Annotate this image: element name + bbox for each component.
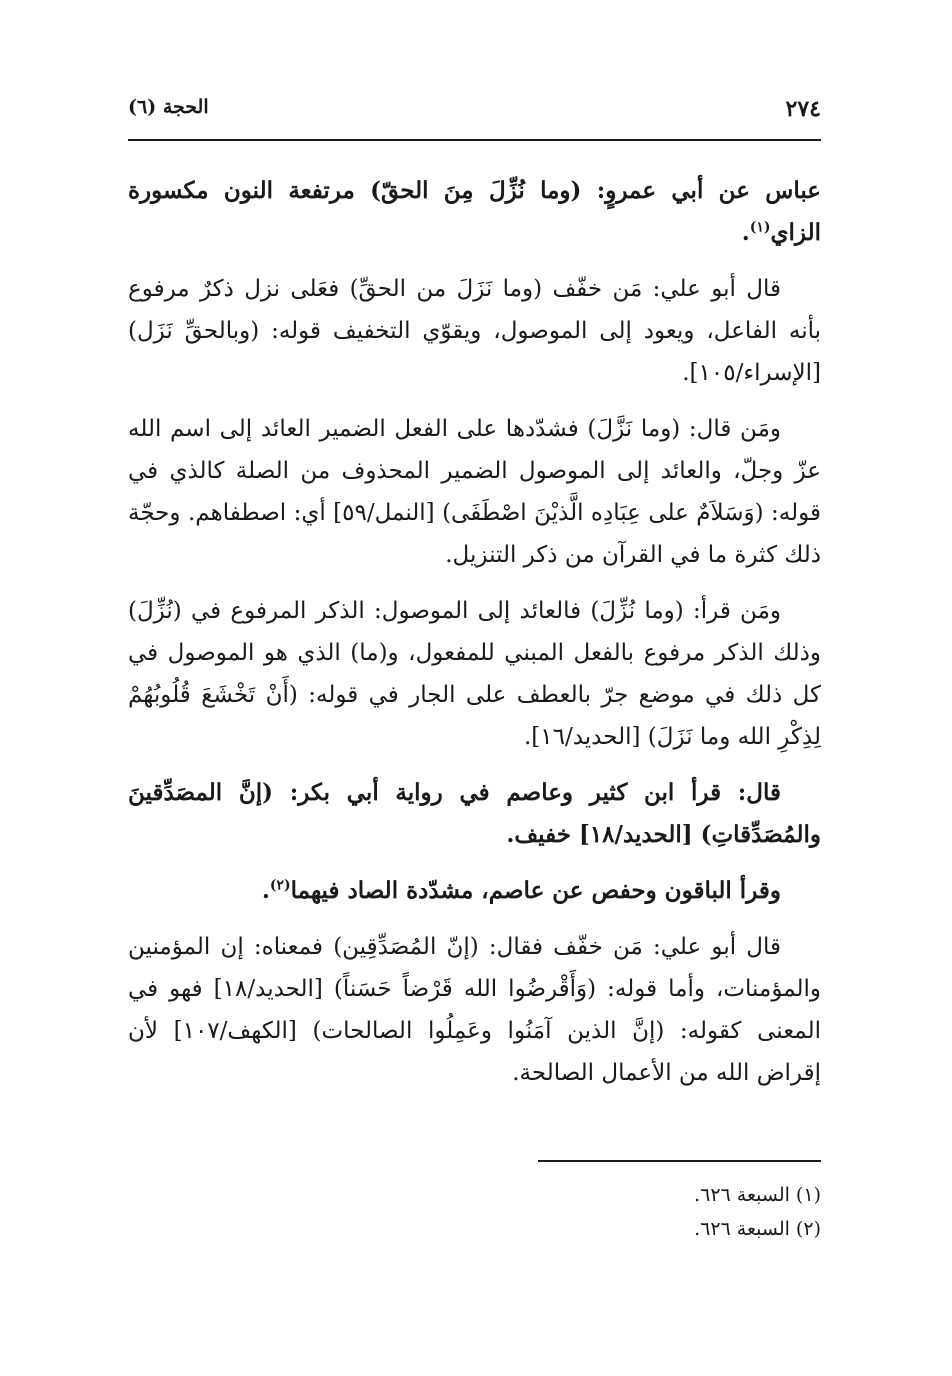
paragraph bbox=[128, 170, 821, 254]
footnote-reference: (٢) bbox=[269, 877, 291, 894]
paragraph bbox=[128, 772, 821, 856]
footnote-divider bbox=[538, 1160, 821, 1162]
paragraph-tail: . bbox=[261, 877, 270, 904]
paragraph-text: ومَن قرأ: (وما نُزِّلَ) فالعائد إلى الموصول: الذكر المرفوع في (نُزِّلَ) وذلك الذكر مرفوع بالفعل المبني للمفعول، و(ما) الذي هو الموصول في كل ذلك في موضع جرّ بالعطف على الجار في قوله: (أَنْ تَخْشَعَ قُلُوبُهُمْ لِذِكْرِ الله وما نَزَلَ) [الحديد/١٦]. bbox=[128, 598, 821, 750]
paragraph-text: قال أبو علي: مَن خفّف فقال: (إنّ المُصَدِّقِين) فمعناه: إن المؤمنين والمؤمنات، وأما قوله: (وَأَقْرضُوا الله قَرْضاً حَسَناً) [الحديد/١٨] فهو في المعنى كقوله: (إنَّ الذين آمَنُوا وعَمِلُوا الصالحات) [الكهف/١٠٧] لأن إقراض الله من الأعمال الصالحة. bbox=[128, 934, 821, 1086]
footnote: (٢) السبعة ٦٢٦. bbox=[694, 1218, 821, 1240]
page-header bbox=[128, 92, 821, 132]
header-divider bbox=[128, 139, 821, 141]
paragraph-text: ومَن قال: (وما نَزَّلَ) فشدّدها على الفعل الضمير العائد إلى اسم الله عزّ وجلّ، والعائد إلى الموصول الضمير المحذوف من الصلة كالذي في قوله: (وَسَلاَمٌ على عِبَادِه الَّذيْنَ اصْطَفَى) [النمل/٥٩] أي: اصطفاهم. وحجّة ذلك كثرة ما في القرآن من ذكر التنزيل. bbox=[128, 416, 822, 568]
footnote: (١) السبعة ٦٢٦. bbox=[694, 1184, 821, 1206]
paragraph-text: وقرأ الباقون وحفص عن عاصم، مشدّدة الصاد فيهما bbox=[290, 877, 781, 904]
footnote-reference: (١) bbox=[749, 219, 771, 236]
main-text bbox=[128, 170, 821, 1108]
paragraph-text: عباس عن أبي عمروٍ: (وما نُزِّلَ مِنَ الحقّ) مرتفعة النون مكسورة الزاي bbox=[128, 177, 821, 246]
paragraph bbox=[128, 870, 821, 912]
paragraph-text: قال أبو علي: مَن خفّف (وما نَزَلَ من الحقِّ) فعَلى نزل ذكرٌ مرفوع بأنه الفاعل، ويعود إلى الموصول، ويقوّي التخفيف قوله: (وبالحقِّ نَزَل) [الإسراء/١٠٥]. bbox=[128, 276, 821, 386]
paragraph-text: قال: قرأ ابن كثير وعاصم في رواية أبي بكر: (إنَّ المصَدِّقينَ والمُصَدِّقاتِ) [الحديد/١٨] خفيف. bbox=[128, 779, 821, 848]
page-number: ٢٧٤ bbox=[785, 96, 821, 122]
paragraph bbox=[128, 408, 821, 576]
paragraph bbox=[128, 926, 821, 1094]
paragraph bbox=[128, 268, 821, 394]
footnotes bbox=[128, 1178, 821, 1246]
paragraph-tail: . bbox=[741, 219, 750, 246]
paragraph bbox=[128, 590, 821, 758]
running-title: الحجة (٦) bbox=[128, 96, 209, 118]
